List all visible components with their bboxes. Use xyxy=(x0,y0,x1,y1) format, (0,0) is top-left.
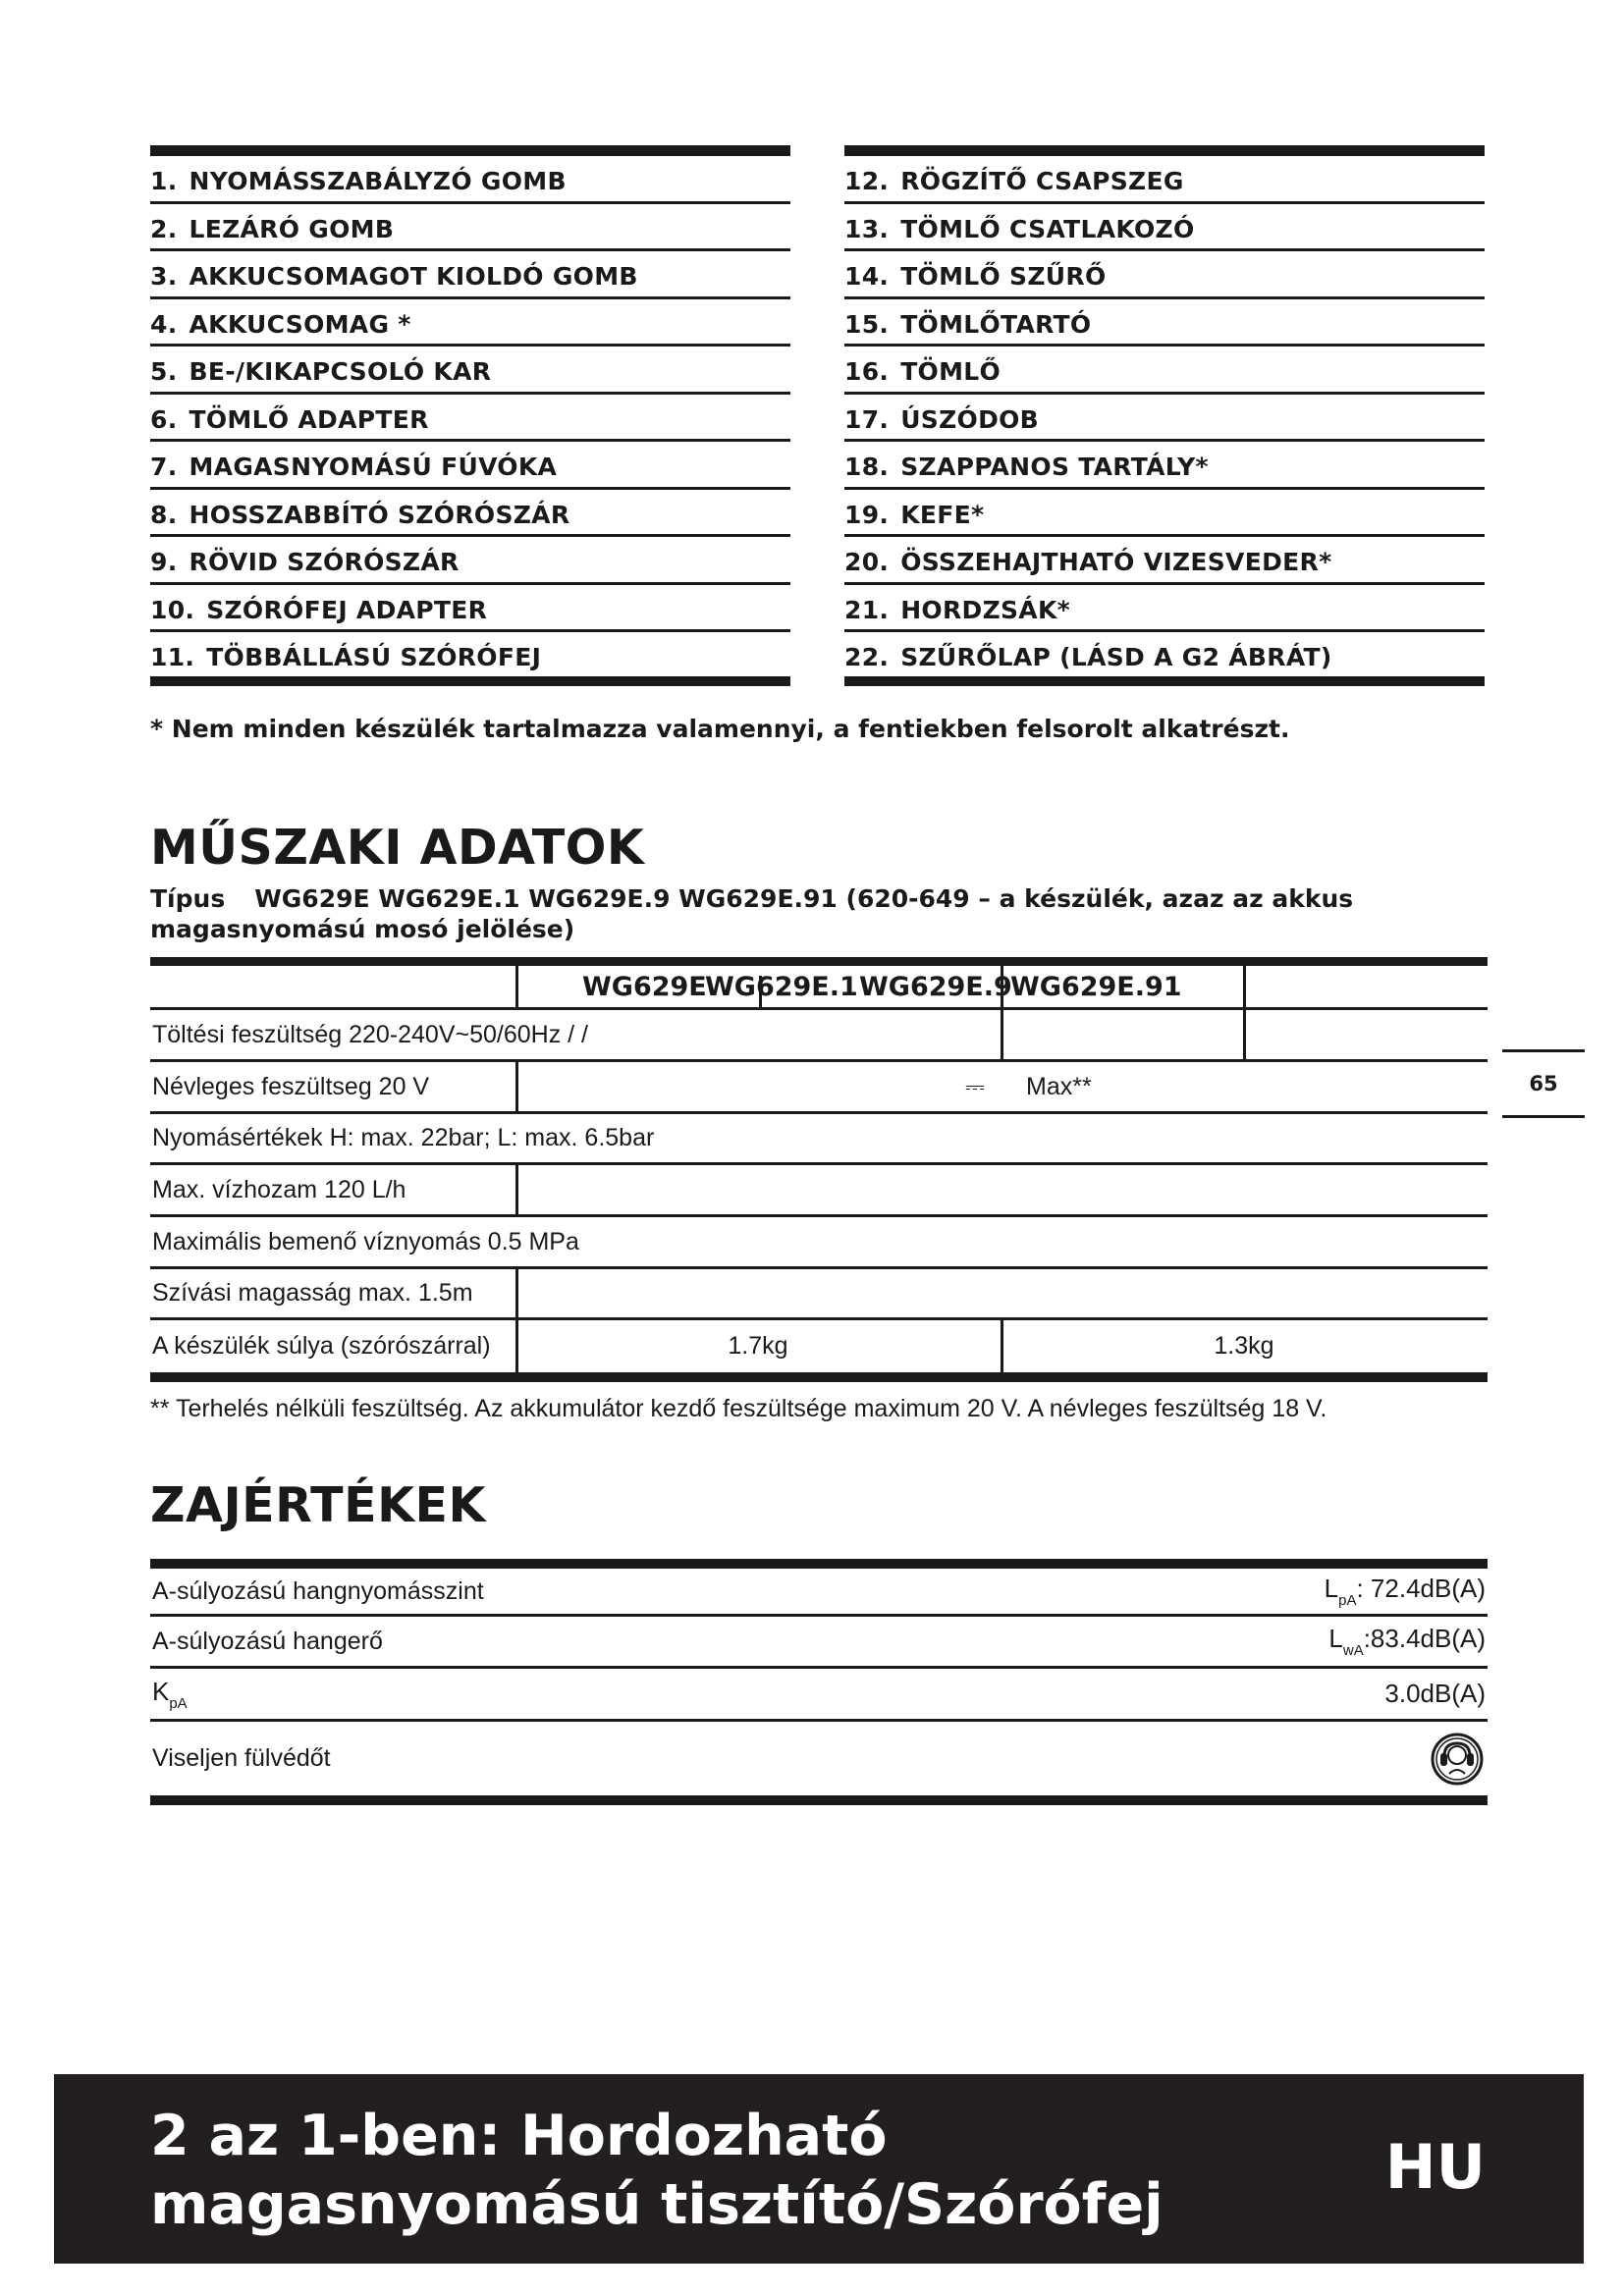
part-item: 15. TÖMLŐTARTÓ xyxy=(844,299,1485,347)
part-item: 5. BE-/KIKAPCSOLÓ KAR xyxy=(150,347,790,395)
weight-value: 1.7kg xyxy=(728,1332,788,1360)
rule xyxy=(150,957,1488,966)
part-item: 13. TÖMLŐ CSATLAKOZÓ xyxy=(844,204,1485,252)
spec-label: Töltési feszültség 220-240V~50/60Hz / / xyxy=(152,1020,589,1048)
model-cell: WG629E.9 xyxy=(859,971,1012,1002)
noise-value: 3.0dB(A) xyxy=(1384,1679,1486,1708)
part-item: 22. SZŰRŐLAP (LÁSD A G2 ÁBRÁT) xyxy=(844,632,1485,686)
part-item: 10. SZÓRÓFEJ ADAPTER xyxy=(150,585,790,633)
part-item: 3. AKKUCSOMAGOT KIOLDÓ GOMB xyxy=(150,251,790,299)
part-item: 1. NYOMÁSSZABÁLYZÓ GOMB xyxy=(150,156,790,204)
spec-label: Névleges feszültseg 20 V xyxy=(152,1072,430,1100)
spec-table xyxy=(150,957,1488,1382)
part-item: 14. TÖMLŐ SZŰRŐ xyxy=(844,251,1485,299)
type-text: WG629E WG629E.1 WG629E.9 WG629E.91 (620-649 – a készülék, azaz az akkus magasnyomású mosó jelölése) xyxy=(150,884,1354,943)
weight-value: 1.3kg xyxy=(1214,1332,1274,1360)
spec-label: Szívási magasság max. 1.5m xyxy=(152,1279,473,1307)
ear-protection-label: Viseljen fülvédőt xyxy=(152,1744,331,1772)
part-item: 2. LEZÁRÓ GOMB xyxy=(150,204,790,252)
part-item: 8. HOSSZABBÍTÓ SZÓRÓSZÁR xyxy=(150,490,790,538)
part-item: 6. TÖMLŐ ADAPTER xyxy=(150,395,790,443)
spec-label: Nyomásértékek H: max. 22bar; L: max. 6.5bar xyxy=(152,1124,655,1151)
spec-row xyxy=(150,1269,1488,1320)
model-cell: WG629E.91 xyxy=(1010,971,1182,1002)
rule xyxy=(150,145,790,156)
part-item: 12. RÖGZÍTŐ CSAPSZEG xyxy=(844,156,1485,204)
page-number: 65 xyxy=(1502,1049,1585,1118)
parts-list-left xyxy=(150,145,790,686)
spec-label: Max. vízhozam 120 L/h xyxy=(152,1175,406,1203)
spec-row xyxy=(150,1165,1488,1217)
part-item: 17. ÚSZÓDOB xyxy=(844,395,1485,443)
type-line xyxy=(150,883,1427,944)
spec-row xyxy=(150,1062,1488,1114)
spec-row xyxy=(150,1217,1488,1269)
noise-row xyxy=(150,1669,1488,1722)
product-title: 2 az 1-ben: Hordozható magasnyomású tisztító/Szórófej xyxy=(150,2104,1164,2237)
noise-value: $L_{wA}:83.4dB(A)$ xyxy=(1328,1624,1486,1659)
tech-footnote: ** Terhelés nélküli feszültség. Az akkumulátor kezdő feszültsége maximum 20 V. A névleges feszültség 18 V. xyxy=(150,1395,1327,1422)
part-item: 20. ÖSSZEHAJTHATÓ VIZESVEDER* xyxy=(844,537,1485,585)
part-item: 18. SZAPPANOS TARTÁLY* xyxy=(844,442,1485,490)
part-item: 4. AKKUCSOMAG * xyxy=(150,299,790,347)
noise-label: $K_{pA}$ xyxy=(152,1676,188,1712)
parts-list-right xyxy=(844,145,1485,686)
spec-row xyxy=(150,1010,1488,1062)
spec-value: Max** xyxy=(1026,1072,1092,1100)
footer-banner xyxy=(54,2074,1584,2264)
spec-label: Maximális bemenő víznyomás 0.5 MPa xyxy=(152,1227,579,1255)
dc-symbol-icon: ⎓ xyxy=(965,1072,985,1100)
tech-heading: MŰSZAKI ADATOK xyxy=(150,820,645,876)
noise-row xyxy=(150,1722,1488,1805)
noise-heading: ZAJÉRTÉKEK xyxy=(150,1477,486,1533)
model-cell: WG629E xyxy=(582,971,707,1002)
spec-row xyxy=(150,1114,1488,1165)
spec-row xyxy=(150,1320,1488,1372)
ear-protection-icon xyxy=(1431,1733,1484,1786)
part-item: 21. HORDZSÁK* xyxy=(844,585,1485,633)
noise-row xyxy=(150,1617,1488,1669)
part-item: 11. TÖBBÁLLÁSÚ SZÓRÓFEJ xyxy=(150,632,790,686)
rule xyxy=(150,1372,1488,1382)
spec-header-row xyxy=(150,966,1488,1010)
rule xyxy=(844,145,1485,156)
model-cell: WG629E.1 xyxy=(705,971,858,1002)
part-item: 9. RÖVID SZÓRÓSZÁR xyxy=(150,537,790,585)
part-item: 19. KEFE* xyxy=(844,490,1485,538)
spec-label: A készülék súlya (szórószárral) xyxy=(152,1332,491,1360)
rule xyxy=(150,1559,1488,1569)
part-item: 7. MAGASNYOMÁSÚ FÚVÓKA xyxy=(150,442,790,490)
part-item: 16. TÖMLŐ xyxy=(844,347,1485,395)
noise-label: A-súlyozású hangnyomásszint xyxy=(152,1576,484,1605)
noise-value: $L_{pA}$: 72.4dB(A) xyxy=(1324,1574,1486,1609)
noise-row xyxy=(150,1569,1488,1617)
noise-table xyxy=(150,1559,1488,1805)
type-label: Típus xyxy=(150,884,226,913)
language-code: HU xyxy=(1384,2131,1486,2203)
noise-label: A-súlyozású hangerő xyxy=(152,1627,383,1655)
parts-note: * Nem minden készülék tartalmazza valamennyi, a fentiekben felsorolt alkatrészt. xyxy=(150,715,1290,743)
